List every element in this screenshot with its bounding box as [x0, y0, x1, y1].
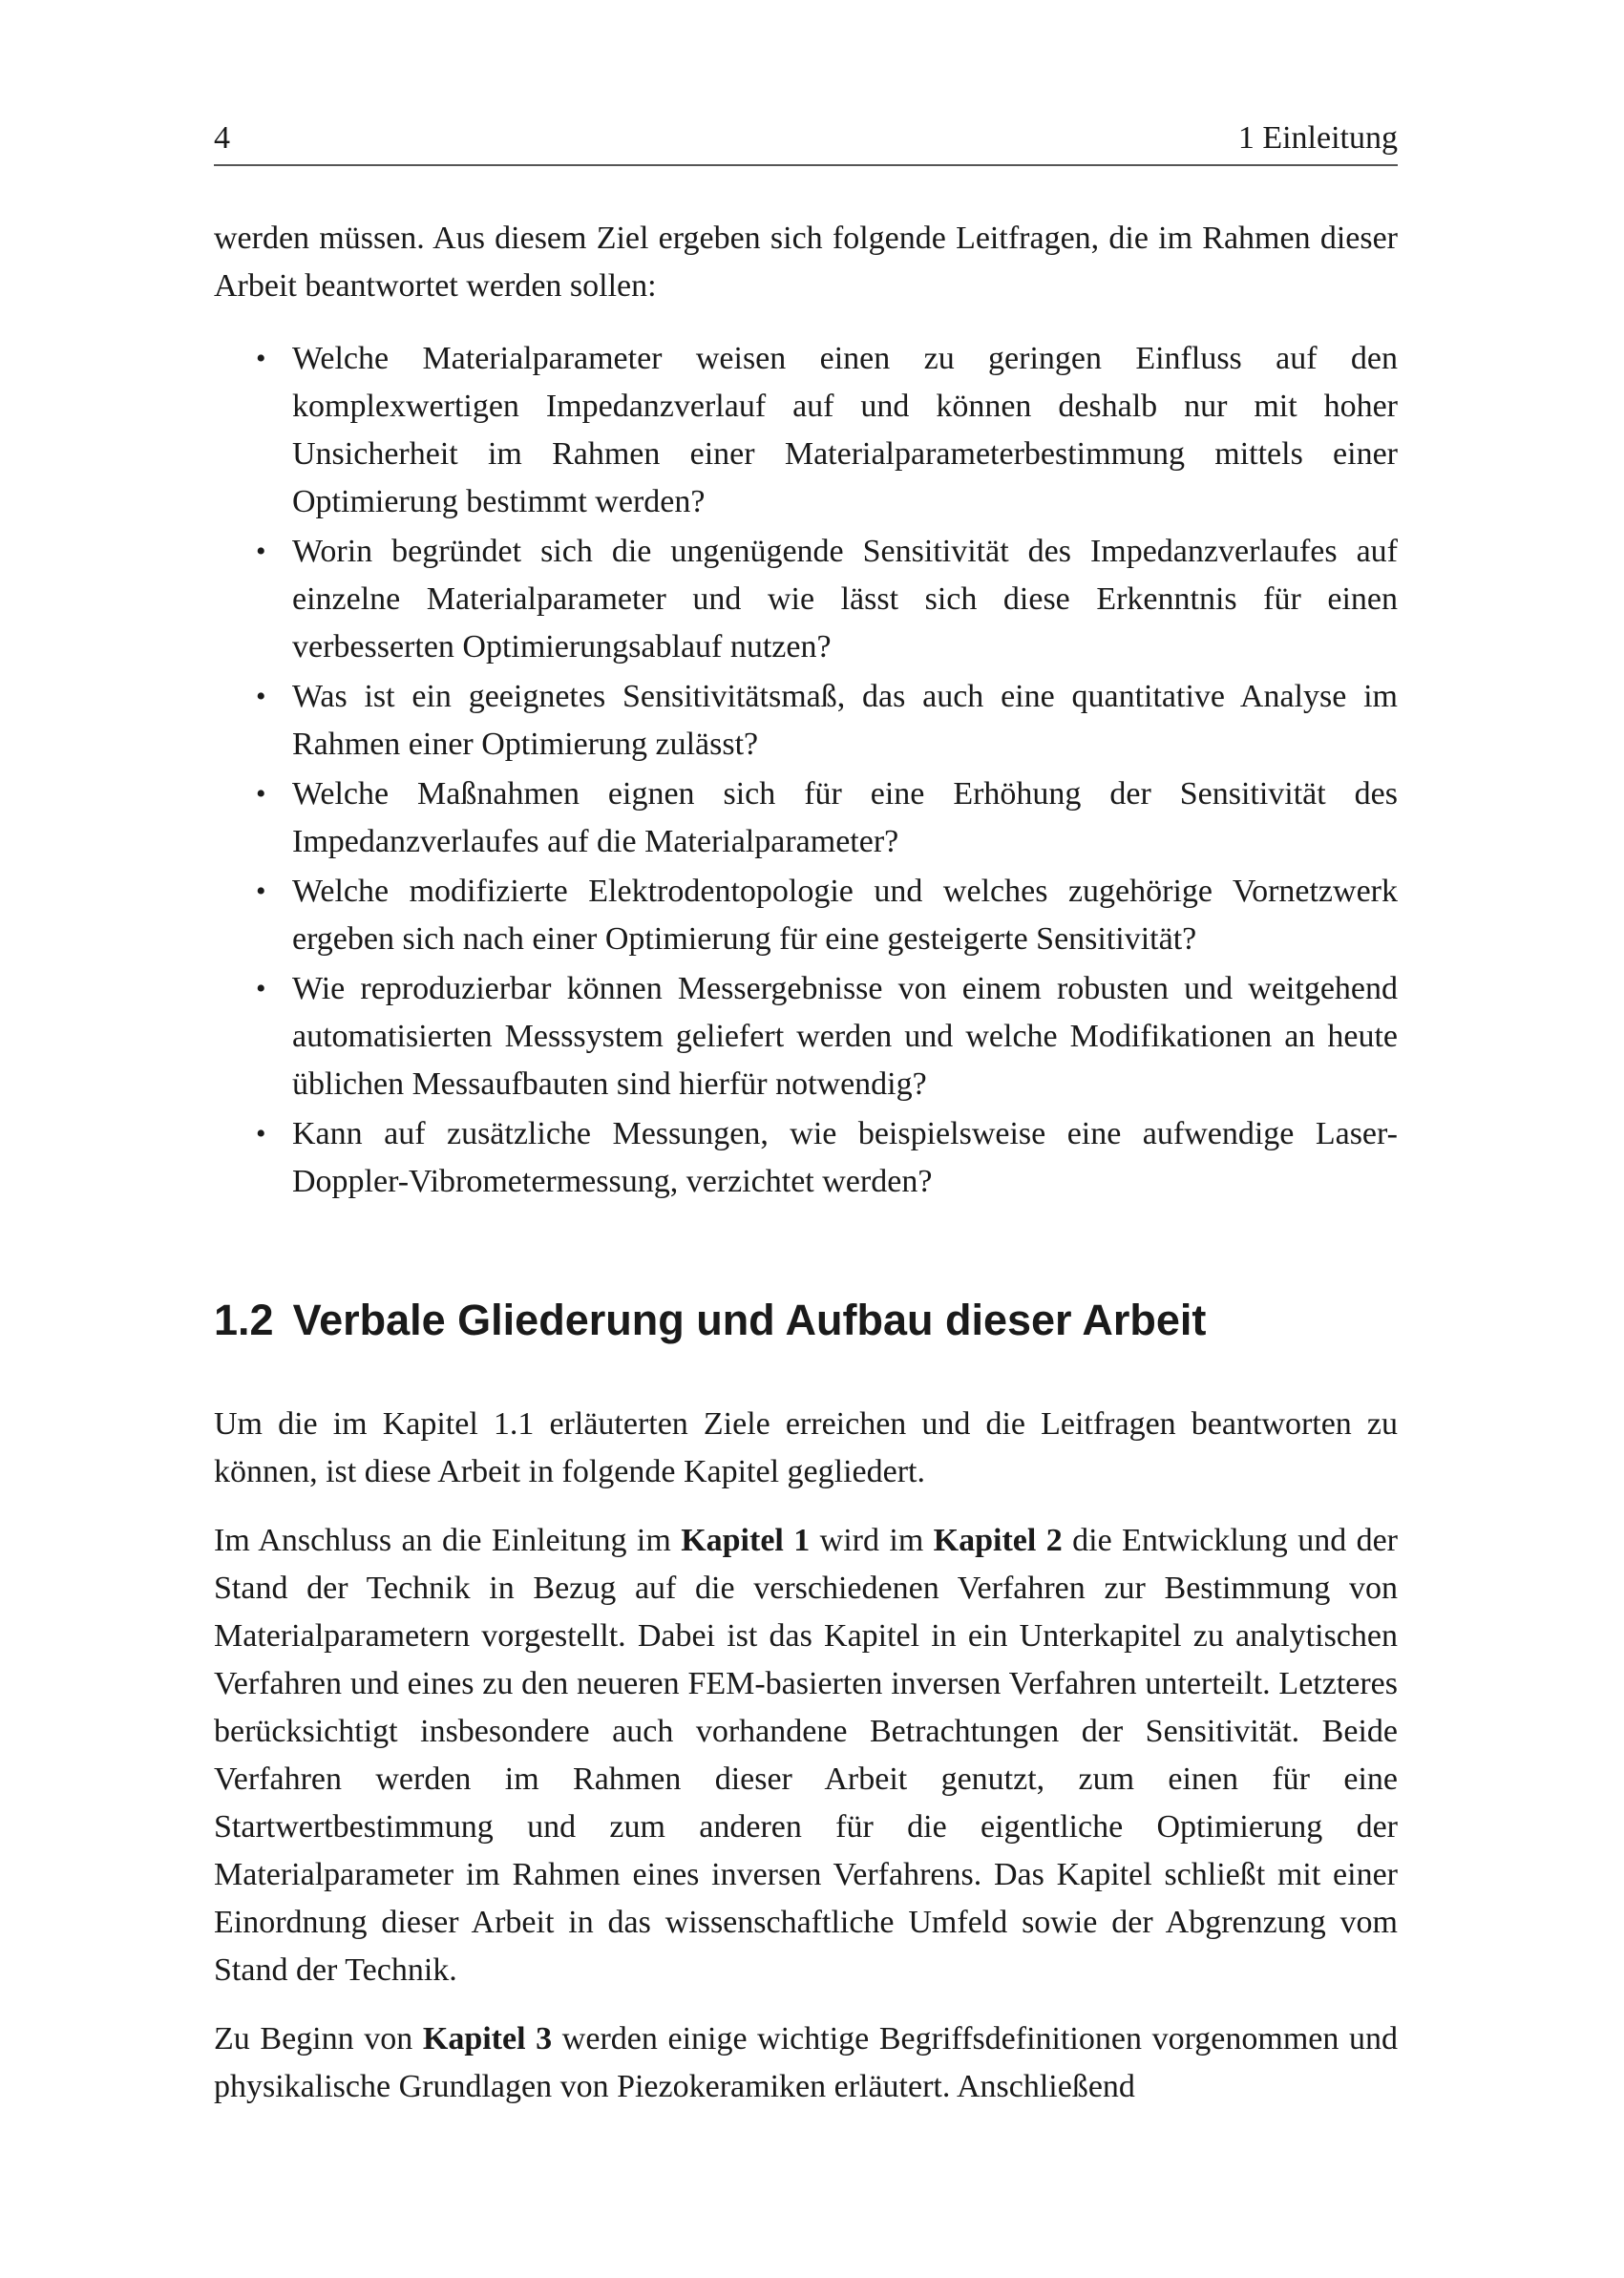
bullet-icon: •	[256, 875, 266, 907]
chapter-reference: Kapitel 1	[681, 1523, 811, 1558]
list-item	[256, 528, 1398, 671]
running-header	[214, 113, 1398, 166]
list-item	[256, 335, 1398, 526]
intro-paragraph: werden müssen. Aus diesem Ziel ergeben sich folgende Leitfragen, die im Rahmen dieser Arbeit beantwortet werden sollen:	[214, 221, 1398, 304]
paragraph: Um die im Kapitel 1.1 erläuterten Ziele erreichen und die Leitfragen beantworten zu können, ist diese Arbeit in folgende Kapitel gegliedert.	[214, 1406, 1398, 1489]
list-item-text: Kann auf zusätzliche Messungen, wie beispielsweise eine aufwendige Laser-Doppler-Vibrometermessung, verzichtet werden?	[292, 1116, 1398, 1199]
section-content	[214, 1401, 1398, 2111]
text-run: werden einige wichtige Begriffsdefinitionen vorgenommen und physikalische Grundlagen von Piezokeramiken erläutert. Anschließend	[214, 2021, 1399, 2104]
text-run: wird im	[810, 1523, 934, 1558]
section-heading	[214, 1294, 1398, 1347]
list-item	[256, 1110, 1398, 1206]
list-item	[256, 868, 1398, 963]
section-number: 1.2	[214, 1296, 274, 1344]
bullet-icon: •	[256, 1118, 266, 1150]
list-item-text: Was ist ein geeignetes Sensitivitätsmaß, das auch eine quantitative Analyse im Rahmen einer Optimierung zulässt?	[292, 679, 1398, 762]
body-text	[214, 215, 1398, 2132]
text-run: die Entwicklung und der Stand der Technik in Bezug auf die verschiedenen Verfahren zur Bestimmung von Materialparametern vorgestellt. Dabei ist das Kapitel in ein Unterkapitel zu analytischen Verfahren und eines zu den neueren FEM-basierten inversen Verfahren unterteilt. Letzteres berücksichtigt insbesondere auch vorhandene Betrachtungen der Sensitivität. Beide Verfahren werden im Rahmen dieser Arbeit genutzt, zum einen für eine Startwertbestimmung und zum anderen für die eigentliche Optimierung der Materialparameter im Rahmen eines inversen Verfahrens. Das Kapitel schließt mit einer Einordnung dieser Arbeit in das wissenschaftliche Umfeld sowie der Abgrenzung vom Stand der Technik.	[214, 1523, 1399, 1988]
chapter-reference: Kapitel 2	[933, 1523, 1063, 1558]
bullet-icon: •	[256, 681, 266, 712]
text-run: Im Anschluss an die Einleitung im	[214, 1523, 682, 1558]
list-item	[256, 770, 1398, 866]
list-item-text: Wie reproduzierbar können Messergebnisse von einem robusten und weitgehend automatisierten Messsystem geliefert werden und welche Modifikationen an heute üblichen Messaufbauten sind hierfür notwendig?	[292, 971, 1398, 1102]
list-item	[256, 673, 1398, 769]
section-title: Verbale Gliederung und Aufbau dieser Arbeit	[292, 1296, 1207, 1344]
list-item-text: Welche modifizierte Elektrodentopologie und welches zugehörige Vornetzwerk ergeben sich nach einer Optimierung für eine gesteigerte Sensitivität?	[292, 874, 1398, 957]
list-item-text: Welche Maßnahmen eignen sich für eine Erhöhung der Sensitivität des Impedanzverlaufes auf die Materialparameter?	[292, 776, 1398, 859]
page-number: 4	[214, 120, 230, 156]
chapter-title: 1 Einleitung	[1237, 120, 1398, 156]
bullet-icon: •	[256, 973, 266, 1004]
list-item	[256, 965, 1398, 1108]
bullet-icon: •	[256, 778, 266, 810]
paragraph	[214, 1517, 1398, 1994]
guiding-questions-list	[214, 335, 1398, 1206]
bullet-icon: •	[256, 343, 266, 374]
list-item-text: Worin begründet sich die ungenügende Sensitivität des Impedanzverlaufes auf einzelne Materialparameter und wie lässt sich diese Erkenntnis für einen verbesserten Optimierungsablauf nutzen?	[292, 534, 1398, 664]
bullet-icon: •	[256, 536, 266, 567]
list-item-text: Welche Materialparameter weisen einen zu geringen Einfluss auf den komplexwertigen Impedanzverlauf auf und können deshalb nur mit hoher Unsicherheit im Rahmen einer Materialparameterbestimmung mittels einer Optimierung bestimmt werden?	[292, 341, 1398, 519]
chapter-reference: Kapitel 3	[422, 2021, 553, 2057]
text-run: Zu Beginn von	[214, 2021, 423, 2057]
paragraph	[214, 2015, 1398, 2111]
